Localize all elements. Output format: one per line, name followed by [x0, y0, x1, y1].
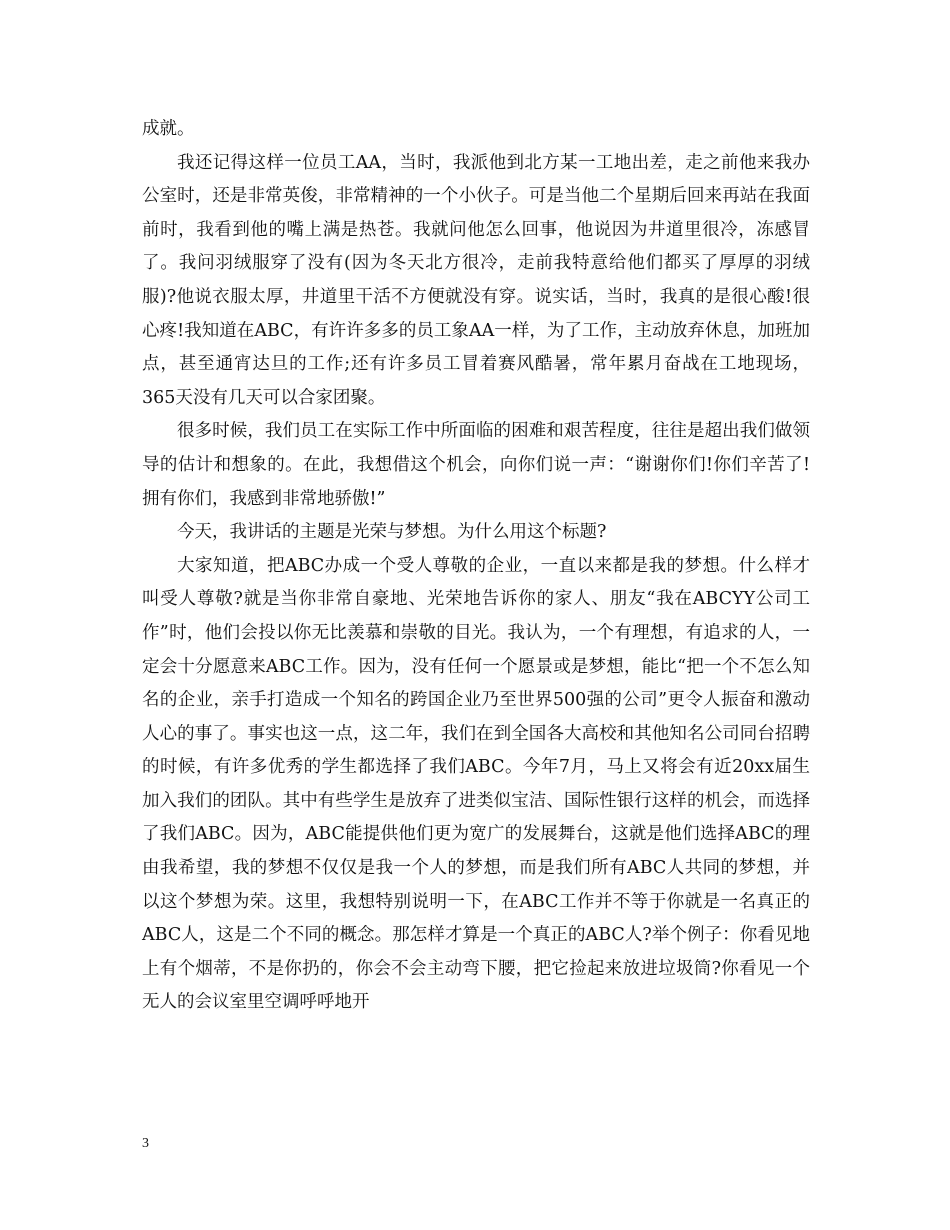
paragraph-employee-story: 我还记得这样一位员工AA，当时，我派他到北方某一工地出差，走之前他来我办公室时，还是非常英俊，非常精神的一个小伙子。可是当他二个星期后回来再站在我面前时，我看到他的嘴上满是热苍。我就问他怎么回事，他说因为井道里很冷，冻感冒了。我问羽绒服穿了没有(因为冬天北方很冷，走前我特意给他们都买了厚厚的羽绒服)?他说衣服太厚，井道里干活不方便就没有穿。说实话，当时，我真的是很心酸!很心疼!我知道在ABC，有许许多多的员工象AA一样，为了工作，主动放弃休息，加班加点，甚至通宵达旦的工作;还有许多员工冒着赛风酷暑，常年累月奋战在工地现场，365天没有几天可以合家团聚。: [142, 152, 810, 408]
paragraph-theme: 今天，我讲话的主题是光荣与梦想。为什么用这个标题?: [177, 522, 607, 543]
body-text: [142, 113, 810, 1020]
paragraph-continued: 成就。: [142, 119, 195, 139]
paragraph-dream: 大家知道，把ABC办成一个受人尊敬的企业，一直以来都是我的梦想。什么样才叫受人尊敬?就是当你非常自豪地、光荣地告诉你的家人、朋友“我在ABCYY公司工作”时，他们会投以你无比羡慕和崇敬的目光。我认为，一个有理想，有追求的人，一定会十分愿意来ABC工作。因为，没有任何一个愿景或是梦想，能比“把一个不怎么知名的企业，亲手打造成一个知名的跨国企业乃至世界500强的公司”更令人振奋和激动人心的事了。事实也这一点，这二年，我们在到全国各大高校和其他知名公司同台招聘的时候，有许多优秀的学生都选择了我们ABC。今年7月，马上又将会有近20xx届生加入我们的团队。其中有些学生是放弃了进类似宝洁、国际性银行这样的机会，而选择了我们ABC。因为，ABC能提供他们更为宽广的发展舞台，这就是他们选择ABC的理由我希望，我的梦想不仅仅是我一个人的梦想，而是我们所有ABC人共同的梦想，并以这个梦想为荣。这里，我想特别说明一下，在ABC工作并不等于你就是一名真正的ABC人，这是二个不同的概念。那怎样才算是一个真正的ABC人?举个例子：你看见地上有个烟蒂，不是你扔的，你会不会主动弯下腰，把它捡起来放进垃圾筒?你看见一个无人的会议室里空调呼呼地开: [142, 555, 810, 1013]
page-number: 3: [142, 1136, 149, 1151]
paragraph-thanks: 很多时候，我们员工在实际工作中所面临的困难和艰苦程度，往往是超出我们做领导的估计和想象的。在此，我想借这个机会，向你们说一声：“谢谢你们!你们辛苦了!拥有你们，我感到非常地骄傲!”: [142, 421, 810, 509]
